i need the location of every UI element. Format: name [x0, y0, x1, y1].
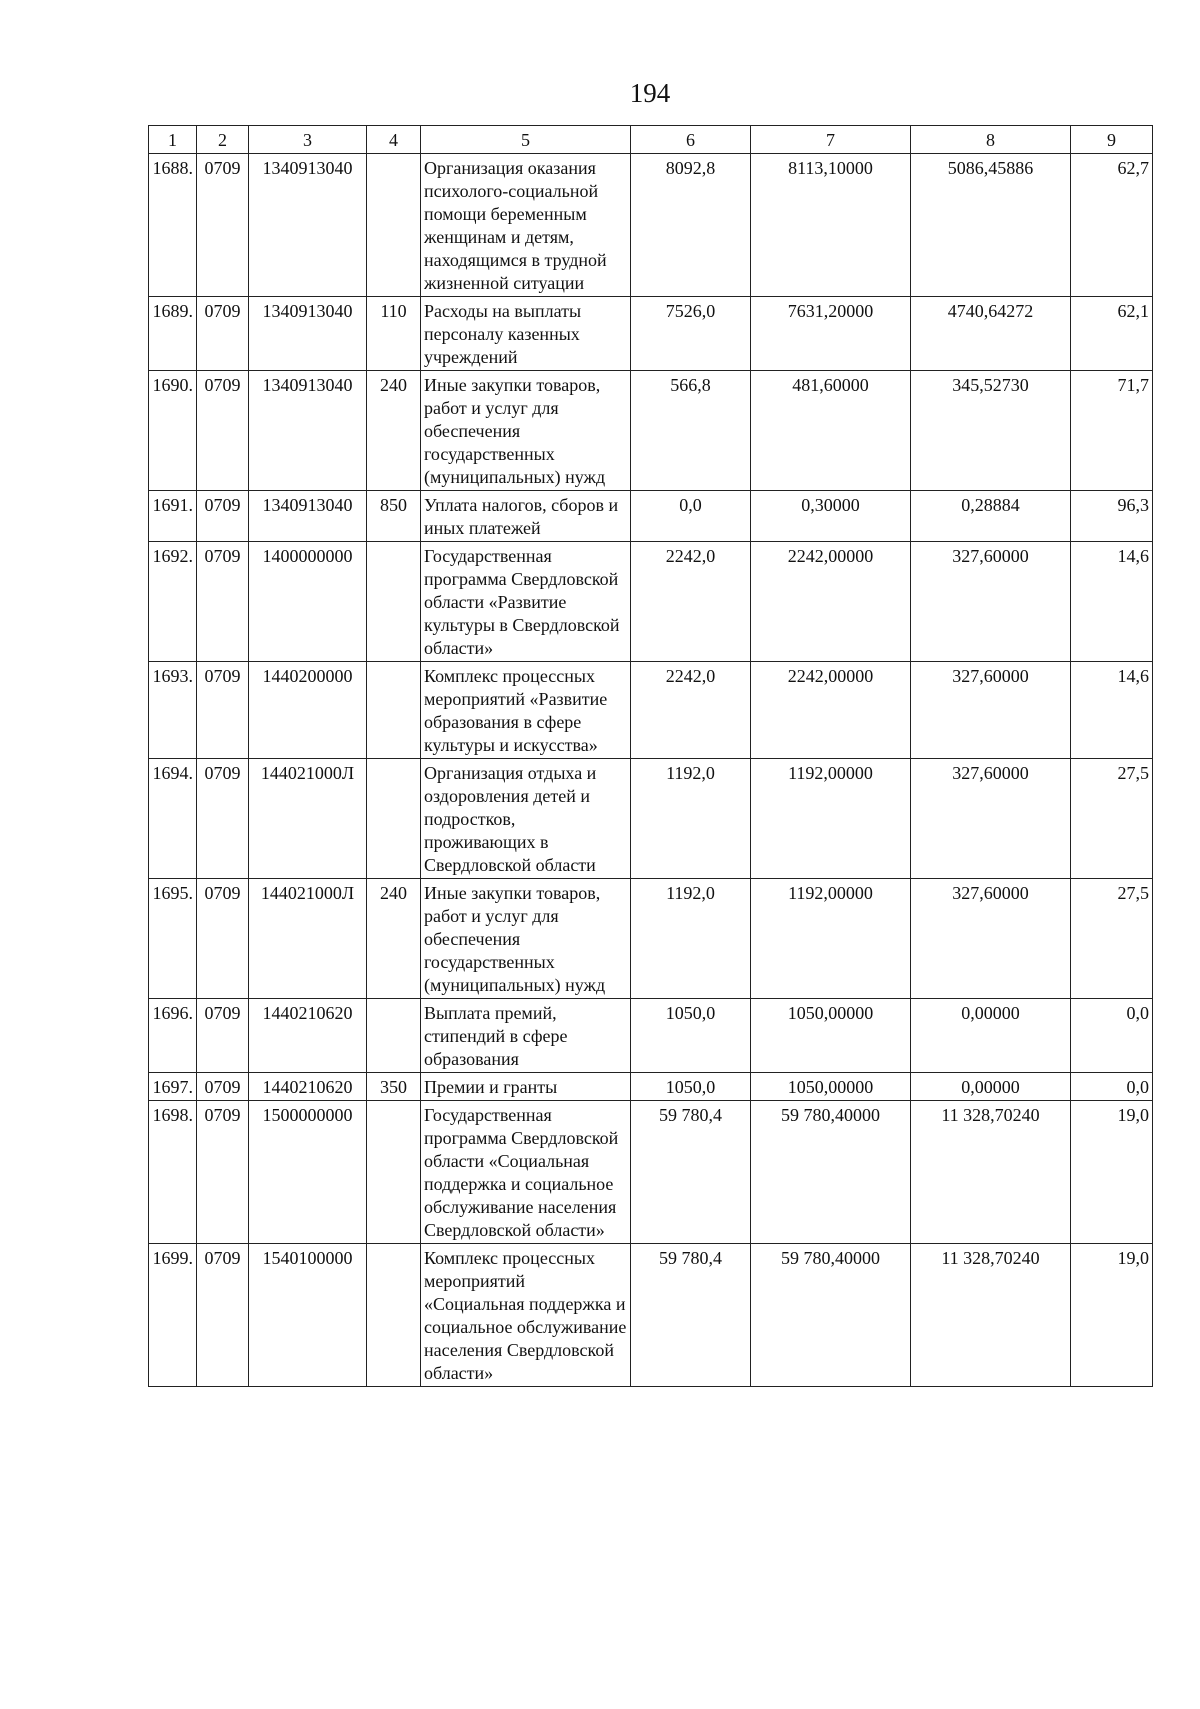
percent-cell: 62,1: [1071, 297, 1153, 371]
expense-type-cell: 850: [367, 491, 421, 542]
value-col7-cell: 0,30000: [751, 491, 911, 542]
value-col6-cell: 1192,0: [631, 879, 751, 999]
value-col8-cell: 327,60000: [911, 662, 1071, 759]
value-col6-cell: 7526,0: [631, 297, 751, 371]
value-col7-cell: 7631,20000: [751, 297, 911, 371]
section-code-cell: 0709: [197, 759, 249, 879]
column-header: 9: [1071, 126, 1153, 154]
table-row: [149, 491, 1153, 542]
value-col7-cell: 2242,00000: [751, 542, 911, 662]
value-col8-cell: 327,60000: [911, 879, 1071, 999]
header-row: [149, 126, 1153, 154]
percent-cell: 96,3: [1071, 491, 1153, 542]
row-number-cell: 1689.: [149, 297, 197, 371]
percent-cell: 0,0: [1071, 999, 1153, 1073]
section-code-cell: 0709: [197, 999, 249, 1073]
item-name-cell: Расходы на выплаты персоналу казенных учреждений: [421, 297, 631, 371]
expense-type-cell: 240: [367, 879, 421, 999]
percent-cell: 0,0: [1071, 1073, 1153, 1101]
section-code-cell: 0709: [197, 662, 249, 759]
target-code-cell: 1440200000: [249, 662, 367, 759]
expense-type-cell: 110: [367, 297, 421, 371]
value-col6-cell: 8092,8: [631, 154, 751, 297]
row-number-cell: 1690.: [149, 371, 197, 491]
percent-cell: 62,7: [1071, 154, 1153, 297]
item-name-cell: Комплекс процессных мероприятий «Развитие образования в сфере культуры и искусства»: [421, 662, 631, 759]
value-col7-cell: 1050,00000: [751, 999, 911, 1073]
value-col6-cell: 2242,0: [631, 662, 751, 759]
column-header: 7: [751, 126, 911, 154]
value-col8-cell: 0,00000: [911, 999, 1071, 1073]
value-col6-cell: 1192,0: [631, 759, 751, 879]
row-number-cell: 1688.: [149, 154, 197, 297]
target-code-cell: 1400000000: [249, 542, 367, 662]
percent-cell: 19,0: [1071, 1244, 1153, 1387]
item-name-cell: Премии и гранты: [421, 1073, 631, 1101]
value-col8-cell: 327,60000: [911, 542, 1071, 662]
section-code-cell: 0709: [197, 154, 249, 297]
section-code-cell: 0709: [197, 542, 249, 662]
value-col8-cell: 0,28884: [911, 491, 1071, 542]
table-row: [149, 759, 1153, 879]
value-col7-cell: 2242,00000: [751, 662, 911, 759]
row-number-cell: 1695.: [149, 879, 197, 999]
row-number-cell: 1699.: [149, 1244, 197, 1387]
target-code-cell: 1440210620: [249, 1073, 367, 1101]
target-code-cell: 1340913040: [249, 371, 367, 491]
section-code-cell: 0709: [197, 371, 249, 491]
value-col7-cell: 1050,00000: [751, 1073, 911, 1101]
table-row: [149, 1244, 1153, 1387]
column-header: 4: [367, 126, 421, 154]
target-code-cell: 1540100000: [249, 1244, 367, 1387]
expense-type-cell: [367, 759, 421, 879]
value-col8-cell: 11 328,70240: [911, 1101, 1071, 1244]
section-code-cell: 0709: [197, 491, 249, 542]
target-code-cell: 1440210620: [249, 999, 367, 1073]
item-name-cell: Организация отдыха и оздоровления детей и подростков, проживающих в Свердловской области: [421, 759, 631, 879]
value-col7-cell: 1192,00000: [751, 879, 911, 999]
item-name-cell: Иные закупки товаров, работ и услуг для обеспечения государственных (муниципальных) нужд: [421, 371, 631, 491]
value-col6-cell: 0,0: [631, 491, 751, 542]
percent-cell: 27,5: [1071, 879, 1153, 999]
row-number-cell: 1694.: [149, 759, 197, 879]
column-header: 5: [421, 126, 631, 154]
section-code-cell: 0709: [197, 1073, 249, 1101]
table-row: [149, 879, 1153, 999]
value-col7-cell: 481,60000: [751, 371, 911, 491]
row-number-cell: 1693.: [149, 662, 197, 759]
target-code-cell: 144021000Л: [249, 759, 367, 879]
expense-type-cell: [367, 154, 421, 297]
value-col7-cell: 1192,00000: [751, 759, 911, 879]
item-name-cell: Комплекс процессных мероприятий «Социальная поддержка и социальное обслуживание населения Свердловской области»: [421, 1244, 631, 1387]
expense-type-cell: 350: [367, 1073, 421, 1101]
value-col6-cell: 59 780,4: [631, 1101, 751, 1244]
value-col7-cell: 8113,10000: [751, 154, 911, 297]
item-name-cell: Выплата премий, стипендий в сфере образования: [421, 999, 631, 1073]
column-header: 2: [197, 126, 249, 154]
item-name-cell: Государственная программа Свердловской области «Развитие культуры в Свердловской области»: [421, 542, 631, 662]
target-code-cell: 1340913040: [249, 491, 367, 542]
section-code-cell: 0709: [197, 297, 249, 371]
table-row: [149, 371, 1153, 491]
table-row: [149, 1073, 1153, 1101]
expense-type-cell: [367, 1244, 421, 1387]
value-col8-cell: 0,00000: [911, 1073, 1071, 1101]
percent-cell: 14,6: [1071, 542, 1153, 662]
value-col6-cell: 59 780,4: [631, 1244, 751, 1387]
percent-cell: 71,7: [1071, 371, 1153, 491]
value-col8-cell: 345,52730: [911, 371, 1071, 491]
column-header: 8: [911, 126, 1071, 154]
value-col6-cell: 566,8: [631, 371, 751, 491]
page-number: 194: [629, 78, 671, 108]
percent-cell: 14,6: [1071, 662, 1153, 759]
value-col6-cell: 1050,0: [631, 1073, 751, 1101]
value-col6-cell: 2242,0: [631, 542, 751, 662]
row-number-cell: 1698.: [149, 1101, 197, 1244]
expense-type-cell: [367, 999, 421, 1073]
table-row: [149, 1101, 1153, 1244]
column-header: 1: [149, 126, 197, 154]
expense-type-cell: [367, 662, 421, 759]
value-col7-cell: 59 780,40000: [751, 1244, 911, 1387]
target-code-cell: 1340913040: [249, 297, 367, 371]
item-name-cell: Иные закупки товаров, работ и услуг для обеспечения государственных (муниципальных) нужд: [421, 879, 631, 999]
value-col8-cell: 4740,64272: [911, 297, 1071, 371]
target-code-cell: 1500000000: [249, 1101, 367, 1244]
value-col7-cell: 59 780,40000: [751, 1101, 911, 1244]
value-col6-cell: 1050,0: [631, 999, 751, 1073]
target-code-cell: 144021000Л: [249, 879, 367, 999]
row-number-cell: 1697.: [149, 1073, 197, 1101]
item-name-cell: Уплата налогов, сборов и иных платежей: [421, 491, 631, 542]
value-col8-cell: 327,60000: [911, 759, 1071, 879]
item-name-cell: Государственная программа Свердловской области «Социальная поддержка и социальное обслуживание населения Свердловской области»: [421, 1101, 631, 1244]
column-header: 6: [631, 126, 751, 154]
percent-cell: 19,0: [1071, 1101, 1153, 1244]
item-name-cell: Организация оказания психолого-социальной помощи беременным женщинам и детям, находящимся в трудной жизненной ситуации: [421, 154, 631, 297]
percent-cell: 27,5: [1071, 759, 1153, 879]
expense-type-cell: 240: [367, 371, 421, 491]
row-number-cell: 1692.: [149, 542, 197, 662]
section-code-cell: 0709: [197, 1101, 249, 1244]
table-row: [149, 542, 1153, 662]
section-code-cell: 0709: [197, 1244, 249, 1387]
target-code-cell: 1340913040: [249, 154, 367, 297]
value-col8-cell: 11 328,70240: [911, 1244, 1071, 1387]
value-col8-cell: 5086,45886: [911, 154, 1071, 297]
table-row: [149, 662, 1153, 759]
expense-type-cell: [367, 542, 421, 662]
section-code-cell: 0709: [197, 879, 249, 999]
column-header: 3: [249, 126, 367, 154]
table-body: [149, 154, 1153, 1387]
budget-table: [148, 125, 1153, 1387]
row-number-cell: 1696.: [149, 999, 197, 1073]
table-row: [149, 999, 1153, 1073]
row-number-cell: 1691.: [149, 491, 197, 542]
table-row: [149, 154, 1153, 297]
expense-type-cell: [367, 1101, 421, 1244]
table-row: [149, 297, 1153, 371]
